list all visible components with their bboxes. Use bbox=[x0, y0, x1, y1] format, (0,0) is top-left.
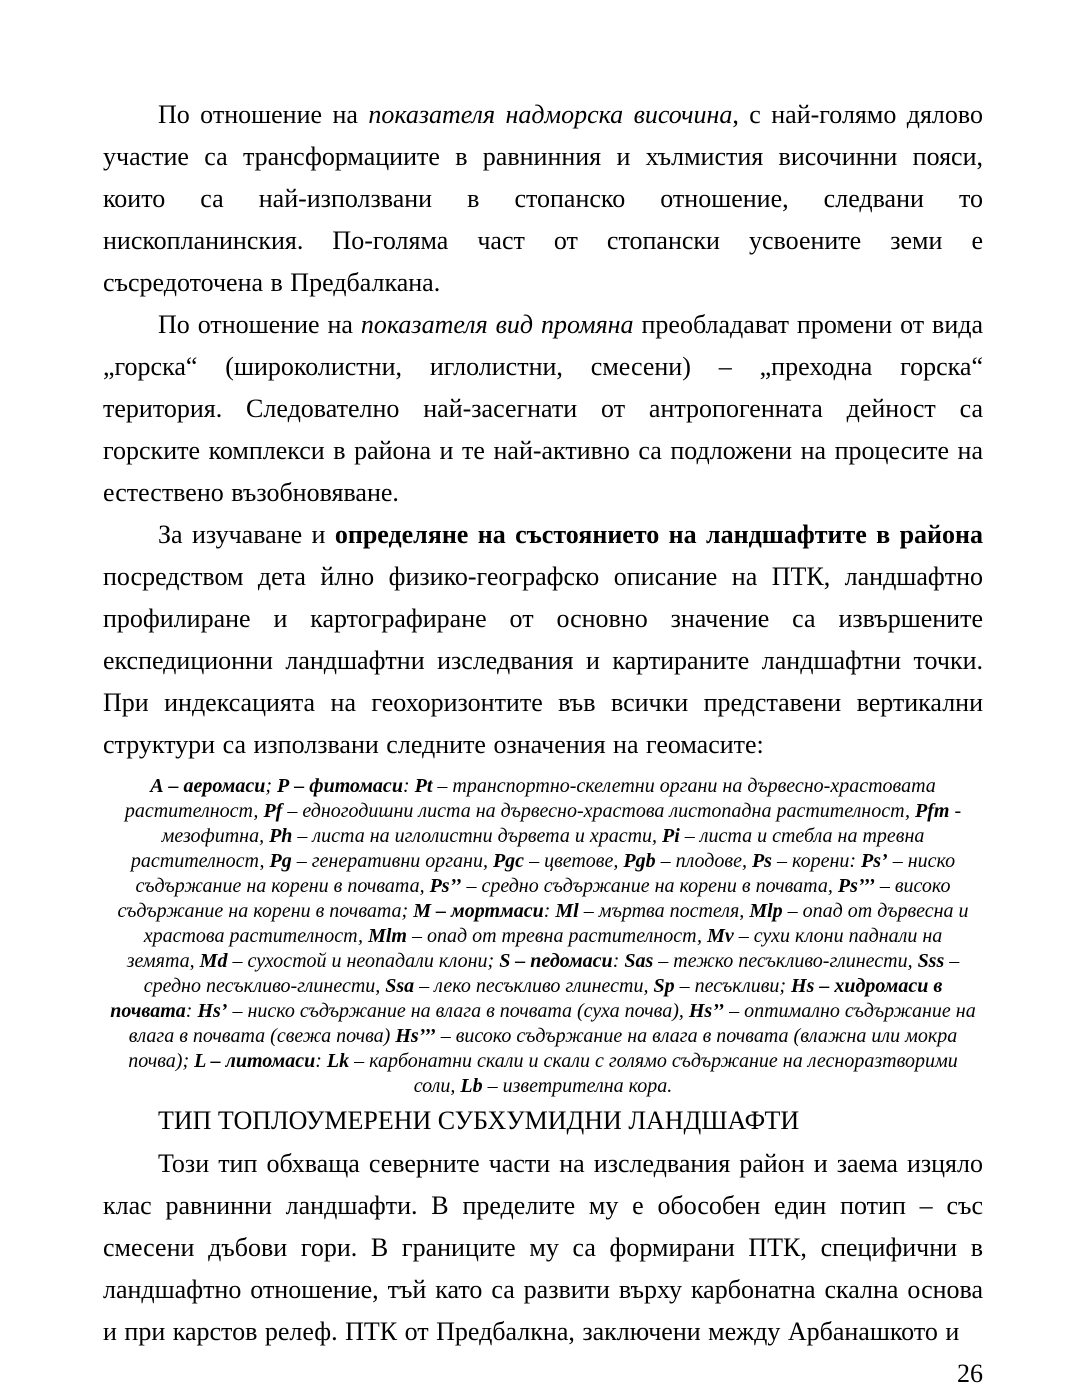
glossary-description: – сухи клони паднали на земята, bbox=[126, 925, 943, 972]
glossary-description: – опад от тревна растителност, bbox=[406, 925, 708, 947]
glossary-description: – високо съдържание на корени в почвата; bbox=[117, 875, 951, 922]
glossary-code: Ps bbox=[751, 850, 772, 872]
glossary-description: : bbox=[543, 900, 556, 922]
glossary-description: : bbox=[402, 775, 415, 797]
glossary-description: – едногодишни листа на дървесно-храстова листопадна растителност, bbox=[282, 800, 916, 822]
glossary-description: – плодове, bbox=[655, 850, 752, 872]
glossary-code: Ssa bbox=[385, 975, 415, 997]
glossary-description: – листа на иглолистни дървета и храсти, bbox=[292, 825, 663, 847]
glossary-description: – изветрителна кора. bbox=[482, 1075, 673, 1097]
glossary-code: Pgc bbox=[492, 850, 525, 872]
paragraph-text: , с най-голямо дялово участие са трансформациите в равнинния и хълмистия височинни пояси, които са най-използвани в стопанско отношение, следвани то нископланинския. По-голяма част от стопански усвоените земи е съсредоточена в Предбалкана. bbox=[103, 100, 983, 297]
paragraph-text: посредством дета йлно физико-географско описание на ПТК, ландшафтно профилиране и картографиране от основно значение са извършените експедиционни ландшафтни изследвания и картираните ландшафтни точки. При индексацията на геохоризонтите във всички представени вертикални структури са използвани следните означения на геомасите: bbox=[103, 562, 983, 759]
glossary-description: – листа и стебла на тревна растителност, bbox=[130, 825, 925, 872]
glossary-code: Md bbox=[199, 950, 228, 972]
page-number: 26 bbox=[957, 1359, 983, 1388]
glossary-description: – средно съдържание на корени в почвата, bbox=[461, 875, 838, 897]
emphasis-landscape-state: определяне на състоянието на ландшафтите в района bbox=[334, 520, 983, 549]
glossary-description: – песъкливи; bbox=[674, 975, 792, 997]
glossary-code: Hs’ bbox=[197, 1000, 228, 1022]
glossary-code: L – литомаси bbox=[194, 1050, 316, 1072]
glossary-code: Hs’’’ bbox=[395, 1025, 436, 1047]
glossary-code: Pt bbox=[414, 775, 433, 797]
paragraph-landscape-study bbox=[103, 514, 983, 766]
glossary-code: Lb bbox=[460, 1075, 483, 1097]
glossary-description: – цветове, bbox=[524, 850, 624, 872]
glossary-code: Ph bbox=[269, 825, 293, 847]
glossary-code: Mv bbox=[707, 925, 734, 947]
glossary-code: Hs – хидромаси в почвата bbox=[110, 975, 943, 1022]
emphasis-change-type-indicator: показателя вид промяна bbox=[360, 310, 634, 339]
glossary-description: – сухостой и неопадали клони; bbox=[227, 950, 500, 972]
glossary-code: Pf bbox=[263, 800, 283, 822]
glossary-description: - мезофитна, bbox=[161, 800, 962, 847]
glossary-code: М – мортмаси bbox=[413, 900, 544, 922]
glossary-code: Ps’ bbox=[861, 850, 888, 872]
glossary-code: Sas bbox=[624, 950, 654, 972]
glossary-description: ; bbox=[265, 775, 278, 797]
paragraph-text: По отношение на bbox=[158, 100, 369, 129]
glossary-description: – ниско съдържание на корени в почвата, bbox=[135, 850, 956, 897]
glossary-code: Р – фитомаси bbox=[277, 775, 403, 797]
glossary-description: – корени: bbox=[771, 850, 862, 872]
glossary-description: – леко песъкливо глинести, bbox=[414, 975, 654, 997]
glossary-code: Pi bbox=[662, 825, 680, 847]
glossary-code: Mlp bbox=[749, 900, 783, 922]
paragraph-subhumid-type: Този тип обхваща северните части на изследвания район и заема изцяло клас равнинни ландшафти. В пределите му е обособен един потип – със смесени дъбови гори. В границите му са формирани ПТК, специфични в ландшафтно отношение, тъй като са развити върху карбонатна скална основа и при карстов релеф. ПТК от Предбалкна, заключени между Арбанашкото и bbox=[103, 1149, 983, 1346]
glossary-description: – карбонатни скали и скали с голямо съдържание на лесноразтворими соли, bbox=[349, 1050, 958, 1097]
glossary-code: Mlm bbox=[368, 925, 407, 947]
glossary-code: Pg bbox=[269, 850, 292, 872]
geomass-legend bbox=[103, 774, 983, 1099]
glossary-code: Lk bbox=[326, 1050, 350, 1072]
glossary-code: Ml bbox=[555, 900, 579, 922]
glossary-description: – тежко песъкливо-глинести, bbox=[653, 950, 918, 972]
glossary-code: А – аеромаси bbox=[150, 775, 266, 797]
glossary-description: : bbox=[612, 950, 625, 972]
paragraph-text: За изучаване и bbox=[158, 520, 335, 549]
glossary-description: – генеративни органи, bbox=[291, 850, 493, 872]
paragraph-elevation-indicator bbox=[103, 94, 983, 304]
glossary-code: Pgb bbox=[623, 850, 656, 872]
glossary-description: – транспортно-скелетни органи на дървесно-храстовата растителност, bbox=[124, 775, 936, 822]
glossary-description: – оптимално съдържание на влага в почвата (свежа почва) bbox=[128, 1000, 976, 1047]
glossary-description: – високо съдържание на влага в почвата (влажна или мокра почва); bbox=[128, 1025, 958, 1072]
paragraph-text: По отношение на bbox=[158, 310, 361, 339]
glossary-description: : bbox=[185, 1000, 198, 1022]
glossary-code: Ps’’ bbox=[429, 875, 462, 897]
paragraph-change-type-indicator bbox=[103, 304, 983, 514]
paragraph-text: преобладават промени от вида „горска“ (широколистни, иглолистни, смесени) – „преходна горска“ територия. Следователно най-засегнати от антропогенната дейност са горските комплекси в района и те най-активно са подложени на процесите на естествено възобновяване. bbox=[103, 310, 984, 507]
glossary-description: : bbox=[315, 1050, 327, 1072]
glossary-description: – ниско съдържание на влага в почвата (суха почва), bbox=[227, 1000, 689, 1022]
glossary-code: Pfm bbox=[915, 800, 950, 822]
section-heading: ТИП ТОПЛОУМЕРЕНИ СУБХУМИДНИ ЛАНДШАФТИ bbox=[158, 1106, 800, 1135]
glossary-description: – мъртва постеля, bbox=[578, 900, 750, 922]
glossary-code: Sp bbox=[653, 975, 675, 997]
glossary-code: Sss bbox=[917, 950, 945, 972]
glossary-code: Hs’’ bbox=[688, 1000, 725, 1022]
glossary-description: – средно песъкливо-глинести, bbox=[143, 950, 960, 997]
glossary-code: Ps’’’ bbox=[837, 875, 875, 897]
glossary-description: – опад от дървесна и храстова растителност, bbox=[143, 900, 969, 947]
glossary-code: S – педомаси bbox=[499, 950, 613, 972]
emphasis-elevation-indicator: показателя надморска височина bbox=[368, 100, 733, 129]
